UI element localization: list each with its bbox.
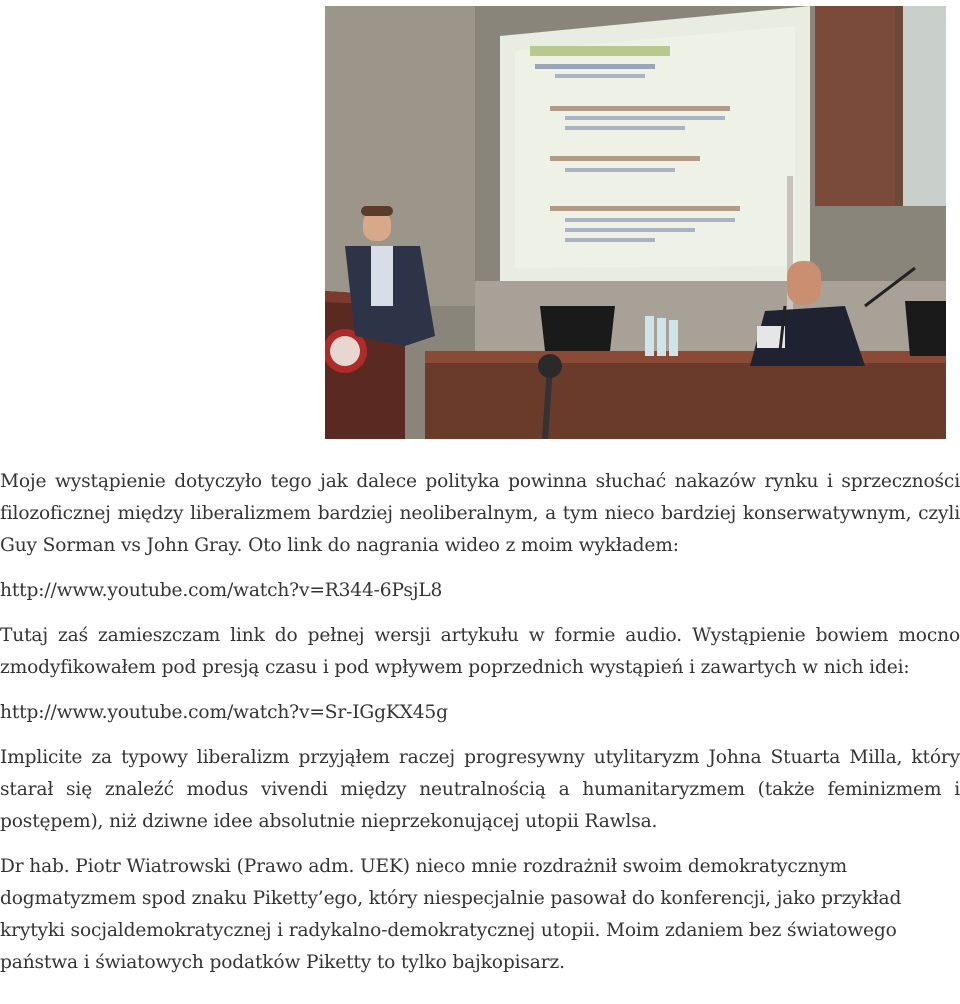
paragraph-audio-link: [0, 697, 960, 729]
paragraph-liberalism: Implicite za typowy liberalizm przyjąłem raczej progresywny utylitaryzm Johna Stuarta Milla, który starał się znaleźć modus vivendi między neutralnością a humanitaryzmem (także feminizmem i postępem), niż dziwne idee absolutnie nieprzekonującej utopii Rawlsa.: [0, 747, 960, 832]
paragraph-audio-intro: Tutaj zaś zamieszczam link do pełnej wersji artykułu w formie audio. Wystąpienie bowiem mocno zmodyfikowałem pod presją czasu i pod wpływem poprzednich wystąpień i zawartych w nich idei:: [0, 625, 960, 678]
conference-photo: [325, 6, 946, 439]
article-body: [0, 466, 960, 992]
audio-link[interactable]: http://www.youtube.com/watch?v=Sr-IGgKX45g: [0, 702, 448, 723]
paragraph-piketty: Dr hab. Piotr Wiatrowski (Prawo adm. UEK) nieco mnie rozdrażnił swoim demokratycznym dogmatyzmem spod znaku Piketty’ego, który niespecjalnie pasował do konferencji, jako przykład krytyki socjaldemokratycznej i radykalno-demokratycznej utopii. Moim zdaniem bez światowego państwa i światowych podatków Piketty to tylko bajkopisarz.: [0, 856, 902, 973]
paragraph-video-link: [0, 575, 960, 607]
paragraph-talk-summary: Moje wystąpienie dotyczyło tego jak dalece polityka powinna słuchać nakazów rynku i sprzeczności filozoficznej między liberalizmem bardziej neoliberalnym, a tym nieco bardziej konserwatywnym, czyli Guy Sorman vs John Gray. Oto link do nagrania wideo z moim wykładem:: [0, 471, 960, 556]
video-link[interactable]: http://www.youtube.com/watch?v=R344-6PsjL8: [0, 580, 443, 601]
